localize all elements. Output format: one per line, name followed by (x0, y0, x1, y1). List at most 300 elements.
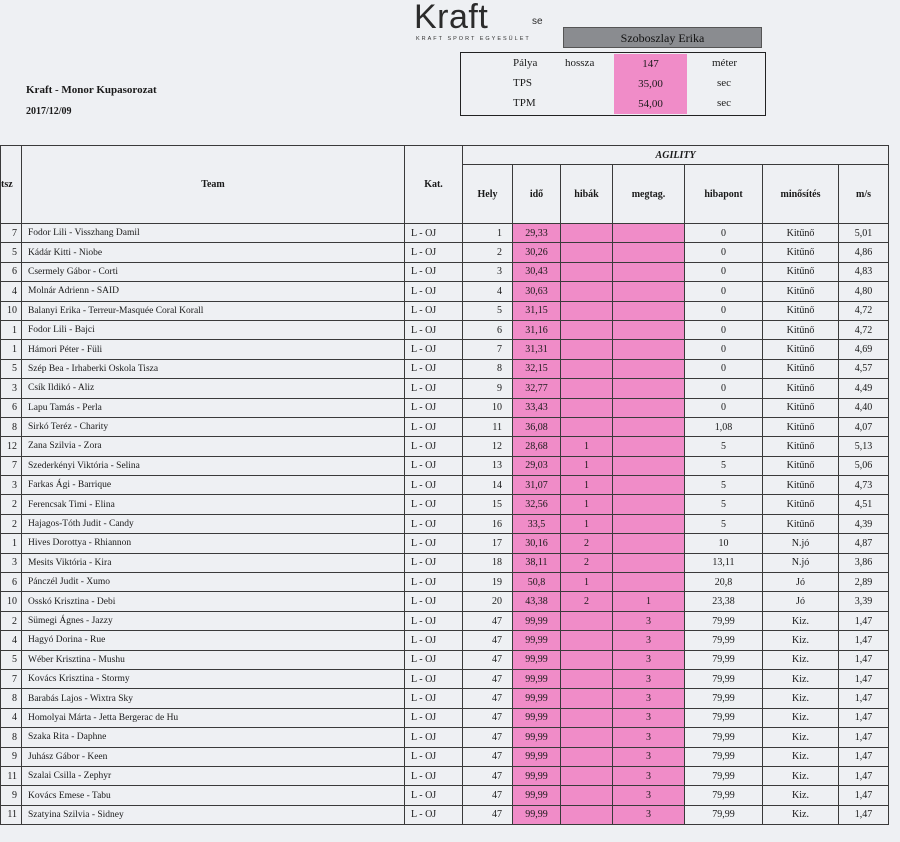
faults (561, 262, 613, 281)
start-number: 2 (1, 514, 22, 533)
category: L - OJ (405, 398, 463, 417)
table-row (1, 243, 889, 262)
start-number: 10 (1, 592, 22, 611)
qualification: Kitűnő (763, 340, 839, 359)
team-name: Csermely Gábor - Corti (22, 262, 405, 281)
table-row (1, 340, 889, 359)
qualification: Kitűnő (763, 398, 839, 417)
qualification: N.jó (763, 553, 839, 572)
speed: 1,47 (839, 689, 889, 708)
time: 99,99 (513, 766, 561, 785)
results-table (0, 145, 889, 825)
faults (561, 359, 613, 378)
start-number: 1 (1, 534, 22, 553)
qualification: Kitűnő (763, 417, 839, 436)
qualification: Kitűnő (763, 262, 839, 281)
team-name: Lapu Tamás - Perla (22, 398, 405, 417)
qualification: Jó (763, 573, 839, 592)
speed: 2,89 (839, 573, 889, 592)
col-ms: m/s (839, 165, 889, 224)
start-number: 4 (1, 708, 22, 727)
place: 47 (463, 728, 513, 747)
speed: 1,47 (839, 650, 889, 669)
place: 47 (463, 689, 513, 708)
place: 4 (463, 282, 513, 301)
time: 38,11 (513, 553, 561, 572)
time: 99,99 (513, 650, 561, 669)
agility-header: AGILITY (463, 146, 889, 165)
refusals: 3 (613, 805, 685, 824)
tpm-row (461, 94, 765, 114)
faults (561, 301, 613, 320)
time: 99,99 (513, 708, 561, 727)
team-name: Osskó Krisztina - Debi (22, 592, 405, 611)
faults: 1 (561, 514, 613, 533)
faults (561, 631, 613, 650)
team-name: Szép Bea - Irhaberki Oskola Tisza (22, 359, 405, 378)
faults (561, 728, 613, 747)
time: 99,99 (513, 805, 561, 824)
refusals (613, 301, 685, 320)
category: L - OJ (405, 786, 463, 805)
fault-points: 0 (685, 262, 763, 281)
speed: 1,47 (839, 747, 889, 766)
speed: 4,87 (839, 534, 889, 553)
speed: 4,69 (839, 340, 889, 359)
speed: 3,39 (839, 592, 889, 611)
qualification: Kitűnő (763, 379, 839, 398)
table-row (1, 573, 889, 592)
speed: 1,47 (839, 728, 889, 747)
event-title: Kraft - Monor Kupasorozat (26, 84, 157, 96)
speed: 4,07 (839, 417, 889, 436)
faults: 1 (561, 456, 613, 475)
start-number: 5 (1, 650, 22, 669)
time: 30,26 (513, 243, 561, 262)
table-row (1, 534, 889, 553)
faults: 2 (561, 592, 613, 611)
col-team: Team (22, 146, 405, 224)
table-row (1, 417, 889, 436)
faults (561, 379, 613, 398)
start-number: 1 (1, 340, 22, 359)
place: 20 (463, 592, 513, 611)
col-ido: idő (513, 165, 561, 224)
team-name: Hives Dorottya - Rhiannon (22, 534, 405, 553)
col-hibapont: hibapont (685, 165, 763, 224)
category: L - OJ (405, 282, 463, 301)
fault-points: 79,99 (685, 805, 763, 824)
faults (561, 243, 613, 262)
table-row (1, 224, 889, 243)
fault-points: 79,99 (685, 689, 763, 708)
place: 6 (463, 320, 513, 339)
table-row (1, 728, 889, 747)
faults: 2 (561, 534, 613, 553)
time: 31,31 (513, 340, 561, 359)
time: 50,8 (513, 573, 561, 592)
place: 14 (463, 476, 513, 495)
category: L - OJ (405, 534, 463, 553)
qualification: Kiz. (763, 669, 839, 688)
team-name: Szalai Csilla - Zephyr (22, 766, 405, 785)
place: 11 (463, 417, 513, 436)
refusals: 3 (613, 689, 685, 708)
table-row (1, 766, 889, 785)
faults (561, 805, 613, 824)
table-row (1, 262, 889, 281)
team-name: Juhász Gábor - Keen (22, 747, 405, 766)
speed: 4,86 (839, 243, 889, 262)
time: 31,15 (513, 301, 561, 320)
tps-row (461, 74, 765, 94)
fault-points: 79,99 (685, 747, 763, 766)
qualification: Kiz. (763, 689, 839, 708)
speed: 1,47 (839, 786, 889, 805)
start-number: 8 (1, 728, 22, 747)
start-number: 4 (1, 631, 22, 650)
table-row (1, 689, 889, 708)
speed: 4,73 (839, 476, 889, 495)
refusals: 1 (613, 592, 685, 611)
logo-tagline: KRAFT SPORT EGYESÜLET (416, 36, 531, 42)
refusals (613, 534, 685, 553)
table-row (1, 786, 889, 805)
fault-points: 79,99 (685, 766, 763, 785)
fault-points: 5 (685, 514, 763, 533)
team-name: Zana Szilvia - Zora (22, 437, 405, 456)
table-row (1, 282, 889, 301)
refusals: 3 (613, 747, 685, 766)
speed: 1,47 (839, 766, 889, 785)
tps-unit: sec (717, 77, 732, 89)
place: 47 (463, 669, 513, 688)
faults: 1 (561, 495, 613, 514)
refusals (613, 553, 685, 572)
fault-points: 1,08 (685, 417, 763, 436)
tpm-unit: sec (717, 97, 732, 109)
start-number: 12 (1, 437, 22, 456)
team-name: Kádár Kitti - Niobe (22, 243, 405, 262)
speed: 3,86 (839, 553, 889, 572)
speed: 1,47 (839, 631, 889, 650)
fault-points: 23,38 (685, 592, 763, 611)
team-name: Hagyó Dorina - Rue (22, 631, 405, 650)
category: L - OJ (405, 650, 463, 669)
qualification: Kitűnő (763, 495, 839, 514)
time: 29,03 (513, 456, 561, 475)
tpm-value: 54,00 (614, 94, 687, 114)
refusals (613, 417, 685, 436)
place: 3 (463, 262, 513, 281)
time: 30,16 (513, 534, 561, 553)
col-kat: Kat. (405, 146, 463, 224)
start-number: 3 (1, 379, 22, 398)
team-name: Csík Ildikó - Aliz (22, 379, 405, 398)
place: 15 (463, 495, 513, 514)
qualification: Kiz. (763, 747, 839, 766)
start-number: 7 (1, 456, 22, 475)
place: 12 (463, 437, 513, 456)
refusals: 3 (613, 650, 685, 669)
start-number: 2 (1, 611, 22, 630)
team-name: Hámori Péter - Füli (22, 340, 405, 359)
faults: 1 (561, 437, 613, 456)
start-number: 5 (1, 359, 22, 378)
category: L - OJ (405, 456, 463, 475)
refusals: 3 (613, 766, 685, 785)
speed: 5,06 (839, 456, 889, 475)
place: 47 (463, 650, 513, 669)
speed: 4,51 (839, 495, 889, 514)
category: L - OJ (405, 592, 463, 611)
place: 47 (463, 631, 513, 650)
team-name: Fodor Lili - Bajci (22, 320, 405, 339)
time: 28,68 (513, 437, 561, 456)
category: L - OJ (405, 631, 463, 650)
refusals: 3 (613, 631, 685, 650)
place: 10 (463, 398, 513, 417)
refusals: 3 (613, 611, 685, 630)
table-row (1, 611, 889, 630)
place: 47 (463, 708, 513, 727)
event-date: 2017/12/09 (26, 106, 72, 117)
time: 99,99 (513, 747, 561, 766)
time: 32,77 (513, 379, 561, 398)
judge-name: Szoboszlay Erika (563, 27, 762, 48)
category: L - OJ (405, 514, 463, 533)
category: L - OJ (405, 573, 463, 592)
team-name: Ferencsak Timi - Elina (22, 495, 405, 514)
team-name: Homolyai Márta - Jetta Bergerac de Hu (22, 708, 405, 727)
fault-points: 10 (685, 534, 763, 553)
qualification: Kitűnő (763, 456, 839, 475)
table-row (1, 747, 889, 766)
start-number: 10 (1, 301, 22, 320)
table-row (1, 320, 889, 339)
table-row (1, 379, 889, 398)
category: L - OJ (405, 805, 463, 824)
qualification: Kitűnő (763, 301, 839, 320)
place: 17 (463, 534, 513, 553)
place: 5 (463, 301, 513, 320)
place: 47 (463, 805, 513, 824)
qualification: Kiz. (763, 805, 839, 824)
fault-points: 79,99 (685, 728, 763, 747)
course-length-row (461, 54, 765, 74)
team-name: Molnár Adrienn - SAID (22, 282, 405, 301)
hossza-label: hossza (565, 57, 595, 69)
place: 7 (463, 340, 513, 359)
faults (561, 611, 613, 630)
table-row (1, 301, 889, 320)
place: 47 (463, 611, 513, 630)
table-row (1, 631, 889, 650)
fault-points: 0 (685, 282, 763, 301)
table-row (1, 456, 889, 475)
fault-points: 79,99 (685, 786, 763, 805)
refusals (613, 456, 685, 475)
refusals (613, 437, 685, 456)
team-name: Fodor Lili - Visszhang Damil (22, 224, 405, 243)
team-name: Szaka Rita - Daphne (22, 728, 405, 747)
team-name: Kovács Krisztina - Stormy (22, 669, 405, 688)
faults (561, 669, 613, 688)
place: 13 (463, 456, 513, 475)
place: 1 (463, 224, 513, 243)
time: 99,99 (513, 689, 561, 708)
category: L - OJ (405, 224, 463, 243)
fault-points: 0 (685, 340, 763, 359)
faults (561, 766, 613, 785)
faults (561, 224, 613, 243)
category: L - OJ (405, 476, 463, 495)
fault-points: 5 (685, 476, 763, 495)
col-rajtszam: tsz (1, 146, 22, 224)
qualification: Kiz. (763, 631, 839, 650)
speed: 1,47 (839, 708, 889, 727)
qualification: Kitűnő (763, 437, 839, 456)
palya-label: Pálya (513, 57, 538, 69)
fault-points: 13,11 (685, 553, 763, 572)
team-name: Balanyi Erika - Terreur-Masquée Coral Korall (22, 301, 405, 320)
table-row (1, 805, 889, 824)
refusals: 3 (613, 708, 685, 727)
start-number: 2 (1, 495, 22, 514)
qualification: Kiz. (763, 786, 839, 805)
category: L - OJ (405, 340, 463, 359)
speed: 1,47 (839, 805, 889, 824)
category: L - OJ (405, 669, 463, 688)
qualification: Kitűnő (763, 224, 839, 243)
category: L - OJ (405, 689, 463, 708)
faults (561, 689, 613, 708)
faults (561, 340, 613, 359)
time: 32,15 (513, 359, 561, 378)
course-length-value: 147 (614, 54, 687, 74)
qualification: Kiz. (763, 766, 839, 785)
fault-points: 5 (685, 437, 763, 456)
start-number: 6 (1, 573, 22, 592)
table-row (1, 669, 889, 688)
table-row (1, 398, 889, 417)
start-number: 11 (1, 805, 22, 824)
team-name: Sümegi Ágnes - Jazzy (22, 611, 405, 630)
team-name: Hajagos-Tóth Judit - Candy (22, 514, 405, 533)
time: 99,99 (513, 611, 561, 630)
faults (561, 282, 613, 301)
faults (561, 786, 613, 805)
fault-points: 79,99 (685, 708, 763, 727)
time: 33,43 (513, 398, 561, 417)
qualification: Kitűnő (763, 282, 839, 301)
refusals (613, 224, 685, 243)
time: 30,43 (513, 262, 561, 281)
start-number: 9 (1, 747, 22, 766)
faults: 2 (561, 553, 613, 572)
category: L - OJ (405, 301, 463, 320)
time: 31,16 (513, 320, 561, 339)
fault-points: 79,99 (685, 669, 763, 688)
category: L - OJ (405, 437, 463, 456)
start-number: 3 (1, 476, 22, 495)
time: 99,99 (513, 786, 561, 805)
time: 29,33 (513, 224, 561, 243)
table-row (1, 553, 889, 572)
category: L - OJ (405, 747, 463, 766)
qualification: Kitűnő (763, 359, 839, 378)
place: 9 (463, 379, 513, 398)
speed: 4,80 (839, 282, 889, 301)
kraft-logo (414, 2, 559, 44)
refusals (613, 514, 685, 533)
table-row (1, 592, 889, 611)
tps-label: TPS (513, 77, 532, 89)
start-number: 4 (1, 282, 22, 301)
time: 36,08 (513, 417, 561, 436)
team-name: Barabás Lajos - Wixtra Sky (22, 689, 405, 708)
fault-points: 0 (685, 243, 763, 262)
time: 99,99 (513, 728, 561, 747)
qualification: Kiz. (763, 728, 839, 747)
start-number: 5 (1, 243, 22, 262)
start-number: 6 (1, 262, 22, 281)
fault-points: 0 (685, 301, 763, 320)
faults (561, 747, 613, 766)
logo-word: Kraft (414, 0, 489, 36)
refusals (613, 495, 685, 514)
fault-points: 79,99 (685, 650, 763, 669)
team-name: Kovács Emese - Tabu (22, 786, 405, 805)
place: 18 (463, 553, 513, 572)
place: 47 (463, 766, 513, 785)
team-name: Wéber Krisztina - Mushu (22, 650, 405, 669)
speed: 4,40 (839, 398, 889, 417)
place: 47 (463, 747, 513, 766)
start-number: 1 (1, 320, 22, 339)
category: L - OJ (405, 320, 463, 339)
speed: 4,72 (839, 301, 889, 320)
fault-points: 79,99 (685, 611, 763, 630)
team-name: Mesits Viktória - Kira (22, 553, 405, 572)
fault-points: 79,99 (685, 631, 763, 650)
fault-points: 5 (685, 456, 763, 475)
category: L - OJ (405, 766, 463, 785)
category: L - OJ (405, 359, 463, 378)
table-row (1, 476, 889, 495)
logo-suffix: se (532, 16, 543, 27)
refusals (613, 573, 685, 592)
qualification: Kitűnő (763, 476, 839, 495)
refusals: 3 (613, 669, 685, 688)
faults (561, 320, 613, 339)
time: 30,63 (513, 282, 561, 301)
speed: 5,01 (839, 224, 889, 243)
fault-points: 0 (685, 398, 763, 417)
time: 99,99 (513, 631, 561, 650)
team-name: Sirkó Teréz - Charity (22, 417, 405, 436)
refusals (613, 282, 685, 301)
qualification: Kitűnő (763, 243, 839, 262)
place: 8 (463, 359, 513, 378)
start-number: 7 (1, 669, 22, 688)
speed: 4,39 (839, 514, 889, 533)
team-name: Szederkényi Viktória - Selina (22, 456, 405, 475)
col-megtag: megtag. (613, 165, 685, 224)
refusals (613, 359, 685, 378)
refusals (613, 476, 685, 495)
refusals (613, 340, 685, 359)
